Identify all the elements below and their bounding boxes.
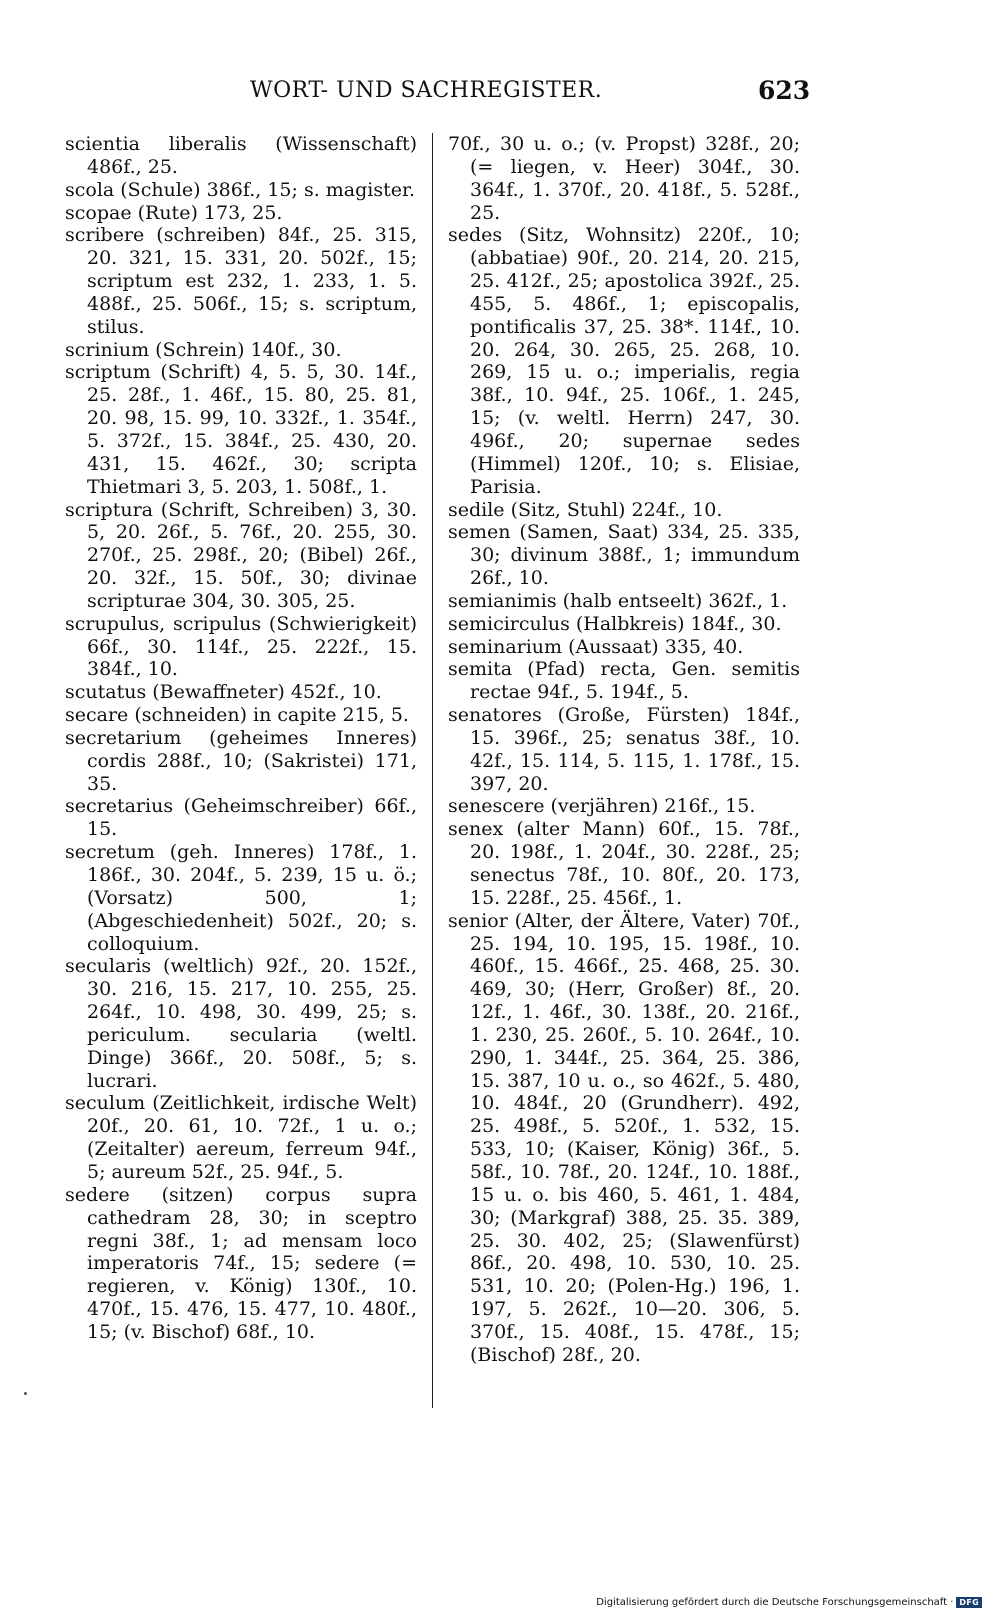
index-entry: secare (schneiden) in capite 215, 5. <box>65 704 409 727</box>
index-entry: scola (Schule) 386f., 15; s. magister. <box>65 178 416 201</box>
digitization-credit <box>596 1597 982 1608</box>
index-entry: seminarium (Aussaat) 335, 40. <box>448 635 744 658</box>
index-entry: secularis (weltlich) 92f., 20. 152f., 30. 216, 15. 217, 10. 255, 25. 264f., 10. 498, 30. 499, 25; s. periculum. secularia (weltl. Dinge) 366f., 20. 508f., 5; s. lucrari. <box>65 955 417 1092</box>
index-entry: semicirculus (Halbkreis) 184f., 30. <box>448 612 782 635</box>
index-entry: scrupulus, scripulus (Schwierigkeit) 66f., 30. 114f., 25. 222f., 15. 384f., 10. <box>65 612 417 681</box>
index-entry: senex (alter Mann) 60f., 15. 78f., 20. 198f., 1. 204f., 30. 228f., 25; senectus 78f., 10. 80f., 20. 173, 15. 228f., 25. 456f., 1. <box>448 818 800 909</box>
digitization-credit-text: Digitalisierung gefördert durch die Deutsche Forschungsgemeinschaft · <box>596 1597 954 1608</box>
index-entry: scopae (Rute) 173, 25. <box>65 201 283 224</box>
running-header-title: WORT- UND SACHREGISTER. <box>250 78 603 103</box>
index-entry: secretarius (Geheimschreiber) 66f., 15. <box>65 795 417 841</box>
index-entry: senatores (Große, Fürsten) 184f., 15. 396f., 25; senatus 38f., 10. 42f., 15. 114, 5. 115, 1. 178f., 15. 397, 20. <box>448 704 800 795</box>
index-entry: sedes (Sitz, Wohnsitz) 220f., 10; (abbatiae) 90f., 20. 214, 20. 215, 25. 412f., 25; apostolica 392f., 25. 455, 5. 486f., 1; episcopalis, pontificalis 37, 25. 38*. 114f., 10. 20. 264, 30. 265, 25. 268, 10. 269, 15 u. o.; imperialis, regia 38f., 10. 94f., 25. 106f., 1. 245, 15; (v. weltl. Herrn) 247, 30. 496f., 20; supernae sedes (Himmel) 120f., 10; s. Elisiae, Parisia. <box>448 224 800 498</box>
index-entry: scientia liberalis (Wissenschaft) 486f., 25. <box>65 133 417 178</box>
index-entry: senior (Alter, der Ältere, Vater) 70f., 25. 194, 10. 195, 15. 198f., 10. 460f., 15. 466f., 25. 468, 25. 30. 469, 30; (Herr, Großer) 8f., 20. 12f., 1. 46f., 30. 138f., 20. 216f., 1. 230, 25. 260f., 5. 10. 264f., 10. 290, 1. 344f., 25. 364, 25. 386, 15. 387, 10 u. o., so 462f., 5. 480, 10. 484f., 20 (Grundherr). 492, 25. 498f., 5. 520f., 1. 532, 15. 533, 10; (Kaiser, König) 36f., 5. 58f., 10. 78f., 20. 124f., 10. 188f., 15 u. o. bis 460, 5. 461, 1. 484, 30; (Markgraf) 388, 25. 35. 389, 25. 30. 402, 25; (Slawenfürst) 86f., 20. 498, 10. 530, 10. 25. 531, 10. 20; (Polen-Hg.) 196, 1. 197, 5. 262f., 10—20. 306, 5. 370f., 15. 408f., 15. 478f., 15; (Bischof) 28f., 20. <box>448 909 800 1366</box>
index-entry: scrinium (Schrein) 140f., 30. <box>65 338 342 361</box>
index-entry: secretum (geh. Inneres) 178f., 1. 186f., 30. 204f., 5. 239, 15 u. ö.; (Vorsatz) 500, 1; (Abgeschiedenheit) 502f., 20; s. colloquium. <box>65 841 417 955</box>
index-entry: sedile (Sitz, Stuhl) 224f., 10. <box>448 498 723 521</box>
index-entry: scriptura (Schrift, Schreiben) 3, 30. 5, 20. 26f., 5. 76f., 20. 255, 30. 270f., 25. 298f., 20; (Bibel) 26f., 20. 32f., 15. 50f., 30; divinae scripturae 304, 30. 305, 25. <box>65 498 417 612</box>
index-entry: secretarium (geheimes Inneres) cordis 288f., 10; (Sakristei) 171, 35. <box>65 726 417 795</box>
index-entry: semita (Pfad) recta, Gen. semitis rectae 94f., 5. 194f., 5. <box>448 658 800 704</box>
index-entry: semen (Samen, Saat) 334, 25. 335, 30; divinum 388f., 1; immundum 26f., 10. <box>448 521 800 590</box>
index-column-left <box>65 133 417 1344</box>
page-number: 623 <box>758 76 811 105</box>
index-entry: senescere (verjähren) 216f., 15. <box>448 795 756 818</box>
index-entry: scribere (schreiben) 84f., 25. 315, 20. 321, 15. 331, 20. 502f., 15; scriptum est 232, 1. 233, 1. 5. 488f., 25. 506f., 15; s. scriptum, stilus. <box>65 224 417 338</box>
index-entry: semianimis (halb entseelt) 362f., 1. <box>448 589 788 612</box>
index-entry-continuation: 70f., 30 u. o.; (v. Propst) 328f., 20; (= liegen, v. Heer) 304f., 30. 364f., 1. 370f., 20. 418f., 5. 528f., 25. <box>448 133 800 224</box>
column-divider <box>432 133 433 1408</box>
index-entry: scriptum (Schrift) 4, 5. 5, 30. 14f., 25. 28f., 1. 46f., 15. 80, 25. 81, 20. 98, 15. 99, 10. 332f., 1. 354f., 5. 372f., 15. 384f., 25. 430, 20. 431, 15. 462f., 30; scripta Thietmari 3, 5. 203, 1. 508f., 1. <box>65 361 417 498</box>
index-column-right <box>448 133 800 1367</box>
dfg-logo: DFG <box>956 1597 982 1608</box>
index-entry: sedere (sitzen) corpus supra cathedram 28, 30; in sceptro regni 38f., 1; ad mensam loco imperatoris 74f., 15; sedere (= regieren, v. König) 130f., 10. 470f., 15. 476, 15. 477, 10. 480f., 15; (v. Bischof) 68f., 10. <box>65 1183 417 1343</box>
index-entry: scutatus (Bewaffneter) 452f., 10. <box>65 681 382 704</box>
scan-speck <box>24 1392 27 1395</box>
index-entry: seculum (Zeitlichkeit, irdische Welt) 20f., 20. 61, 10. 72f., 1 u. o.; (Zeitalter) aereum, ferreum 94f., 5; aureum 52f., 25. 94f., 5. <box>65 1092 417 1183</box>
